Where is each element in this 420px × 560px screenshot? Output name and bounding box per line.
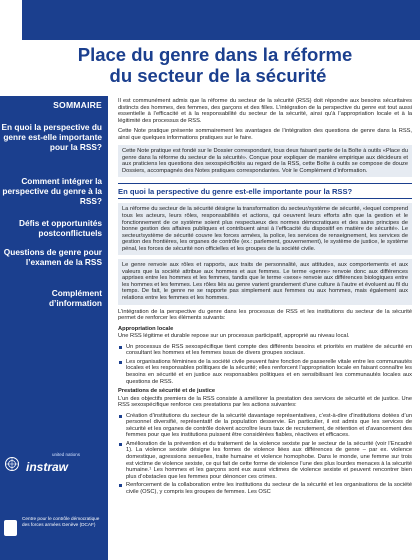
subheading-service-delivery: Prestations de sécurité et de justice [118, 388, 216, 395]
subheading-local-ownership: Appropriation locale [118, 325, 174, 332]
un-emblem-icon [4, 456, 20, 472]
sidebar-item-how-integrate[interactable]: Comment intégrer la perspective du genre à la RSS? [2, 176, 102, 207]
dcaf-name: Centre pour le contrôle démocratique des forces armées Genève (DCAF) [22, 516, 100, 528]
paragraph-3: L’intégration de la perspective du genre dans les processus de RSS et les institutions du secteur de la sécurité permet de renforcer les éléments suivants: [118, 308, 412, 322]
header-stub [0, 0, 22, 40]
sidebar-heading: SOMMAIRE [53, 100, 102, 110]
instraw-tagline: united nations [52, 452, 81, 457]
sidebar-item-postconflict[interactable]: Défis et opportunités postconflictuels [19, 218, 102, 239]
section-title: En quoi la perspective du genre est-elle importante pour la RSS? [118, 187, 353, 197]
definition-box-gender: Le genre renvoie aux rôles et rapports, aux traits de personnalité, aux attitudes, aux comportements et aux valeurs que la société attribue aux hommes et aux femmes. Le terme «genre» renvoie donc aux différences apprises entre les hommes et les femmes, tandis que le terme «sexe» renvoie aux différences biologiques entre les hommes et les femmes. Les rôles liés au genre varient grandement d’une culture à l’autre et évoluent au fil du temps. De fait, le genre ne se rapporte pas simplement aux femmes ou aux hommes, mais également aux relations entre les femmes et les hommes. [118, 259, 412, 304]
list-item: Un processus de RSS sexospécifique tient compte des différents besoins et priorités en matière de sécurité en consultant les hommes et les femmes issus de divers groupes sociaux. [118, 344, 412, 357]
toolkit-note: Cette Note pratique est fondé sur le Dossier correspondant, tous deux faisant partie de la Boîte à outils «Place du genre dans la réforme du secteur de la sécurité». Conçue pour expliquer de manière empirique aux décideurs et aux praticiens les questions des sexospécificités au regard de la RSS, cette Boîte à outils se compose de douze Dossiers, accompagnés des Notes pratiques correspondantes. Voir le Complément d’information. [118, 145, 412, 177]
intro-paragraph-2: Cette Note pratique présente sommairement les avantages de l’intégration des questions de genre dans la RSS, ainsi que quelques informations pratiques sur le faire. [118, 128, 412, 141]
sidebar-item-why-gender[interactable]: En quoi la perspective du genre est-elle importante pour la RSS? [1, 122, 102, 153]
sidebar-item-questions[interactable]: Questions de genre pour l’examen de la RSS [3, 247, 102, 268]
list-item: Les organisations féminines de la société civile peuvent faire fonction de passerelle vitale entre les communautés locales et les responsables politiques de la sécurité; elles renforcent l’appropriation locale en faisant connaître les besoins en sécurité et en justice aux responsables politiques et en sensibilisant les communautés locales aux questions de RSS. [118, 359, 412, 385]
intro-paragraph-1: Il est communément admis que la réforme du secteur de la sécurité (RSS) doit répondre aux besoins sécuritaires distincts des hommes, des femmes, des garçons et des filles. L’intégration de la perspective du genre est tout aussi essentielle à l’efficacité et à la responsabilité du secteur de la sécurité, ainsi qu’à l’appropriation locale et à la légitimité des processus de RSS. [118, 98, 412, 124]
page-title [30, 44, 400, 86]
title-line-2: du secteur de la sécurité [109, 65, 327, 86]
list-item: Amélioration de la prévention et du traitement de la violence sexiste par le secteur de la sécurité (voir l’Encadré 1). La violence sexiste désigne les formes de violence liées aux différences de genre – par ex. violence domestique, agressions sexuelles, traite humaine et violence homophobe. Dans le monde, une femme sur trois est victime de violence sexiste, ce qui fait de cette forme de violence l’une des plus lourdes menaces à la sécurité humaine.¹ Les hommes et les garçons sont eux aussi victimes de violence sexiste et peuvent rencontrer bien plus d’obstacles que les femmes pour dénoncer ces crimes. [118, 441, 412, 480]
instraw-logo: instraw [26, 460, 69, 474]
paragraph-5: L’un des objectifs premiers de la RSS consiste à améliorer la prestation des services de sécurité et de justice. Une RSS sexospécifique renforce ces prestations par les actions suivantes: [118, 395, 412, 409]
paragraph-4: Une RSS légitime et durable repose sur un processus participatif, approprié au niveau local. [118, 333, 350, 340]
title-line-1: Place du genre dans la réforme [77, 44, 353, 65]
definition-box-ssr: La réforme du secteur de la sécurité désigne la transformation du secteur/système de sécurité, «lequel comprend tous les acteurs, leurs rôles, responsabilités et actions, qui oeuvrent leurs efforts afin que la gestion et le fonctionnement de ce système soient plus respectueux des normes démocratiques et des sains principes de bonne gestion des affaires publiques et contribuent ainsi à l’efficacité du dispositif en matière de sécurité». Le secteur/système de sécurité couvre les forces armées, la police, les services de renseignement, les services de gestion des frontières, les organes de contrôle (ex.: parlement, gouvernement), le système de justice, le système pénal, les forces de sécurité non officielles et les groupes de la société civile. [118, 203, 412, 255]
dcaf-logo-icon [4, 520, 17, 536]
list-item: Création d’institutions du secteur de la sécurité davantage représentatives, c’est-à-dire d’institutions dotées d’un personnel diversifié, représentatif de la population desservie. En particulier, il est admis que les services de sécurité et les organes de contrôle doivent accroître leurs taux de recrutement, de rétention et d’avancement des femmes pour que les institutions puissent être considérées fiables, réactives et efficaces. [118, 413, 412, 439]
sidebar [0, 96, 108, 560]
section-rule-bottom [118, 198, 412, 199]
list-item: Renforcement de la collaboration entre les institutions du secteur de la sécurité et les organisations de la société civile (OSC), y compris les groupes de femmes. Les OSC [118, 482, 412, 495]
sidebar-item-more-info[interactable]: Complément d’information [48, 288, 102, 309]
section-rule-top [118, 183, 412, 184]
header-band [0, 0, 420, 40]
main-content [118, 98, 412, 497]
